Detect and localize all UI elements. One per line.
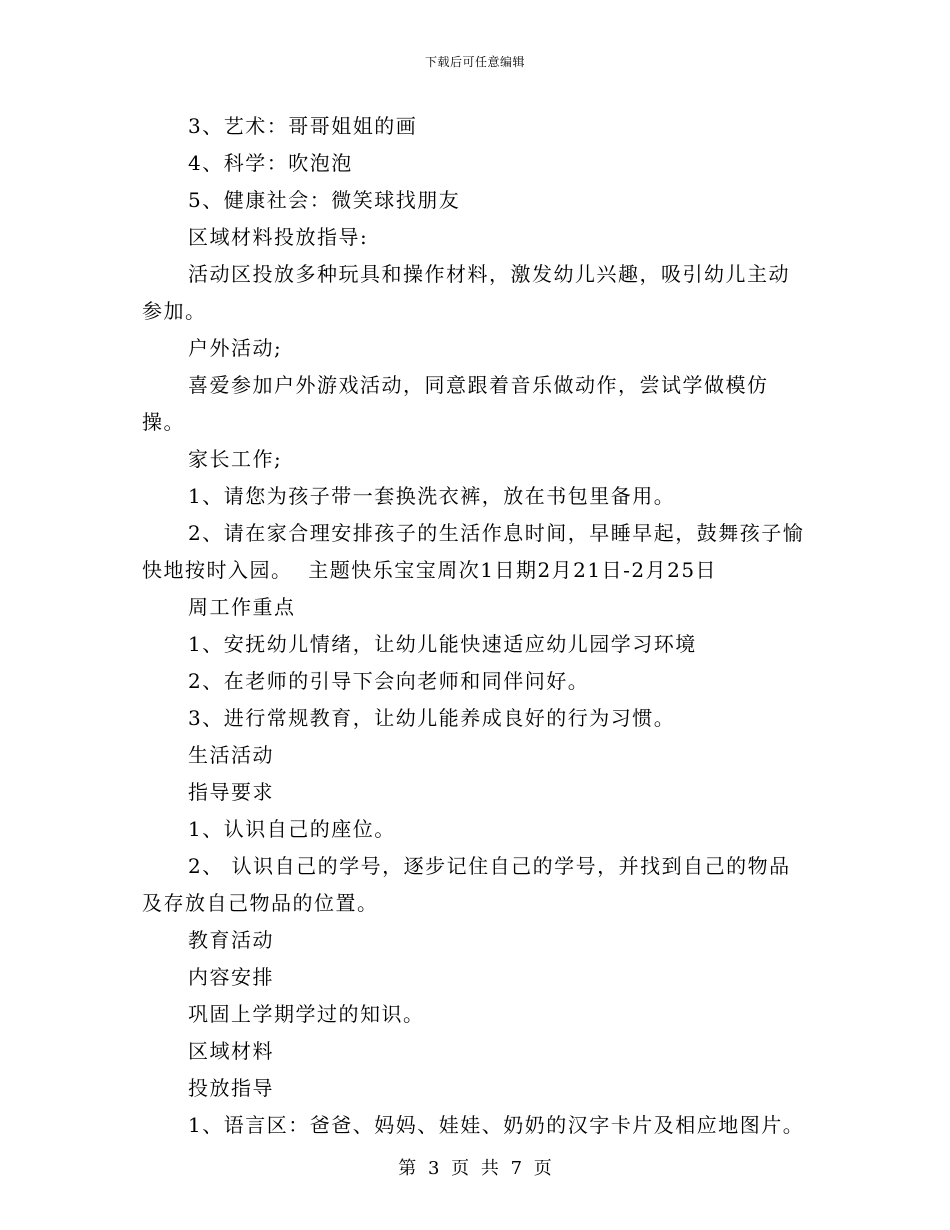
paragraph-focus-1: 1、安抚幼儿情绪，让幼儿能快速适应幼儿园学习环境 [188,632,697,656]
paragraph-guidance-1: 1、认识自己的座位。 [188,817,396,841]
heading-placement-guidance: 投放指导 [188,1076,274,1100]
heading-guidance: 指导要求 [188,780,274,804]
paragraph-area-materials: 活动区投放多种玩具和操作材料，激发幼儿兴趣，吸引幼儿主动参加。 [142,262,790,323]
document-body [142,108,810,1144]
paragraph-outdoor: 喜爱参加户外游戏活动，同意跟着音乐做动作，尝试学做模仿操。 [142,373,769,434]
paragraph-art: 3、艺术：哥哥姐姐的画 [188,114,418,138]
paragraph-science: 4、科学：吹泡泡 [188,151,353,175]
paragraph-content: 巩固上学期学过的知识。 [188,1002,425,1026]
page-header: 下载后可任意编辑 [424,55,525,69]
paragraph-parent-1: 1、请您为孩子带一套换洗衣裤，放在书包里备用。 [188,484,676,508]
page-footer: 第 3 页 共 7 页 [398,1158,552,1179]
heading-area-materials: 区域材料投放指导: [188,225,369,249]
paragraph-health-social: 5、健康社会：微笑球找朋友 [188,188,461,212]
paragraph-parent-2: 2、请在家合理安排孩子的生活作息时间，早睡早起，鼓舞孩子愉快地按时入园。 主题快乐宝宝周次1日期2月21日-2月25日 [142,521,805,582]
heading-education-activity: 教育活动 [188,928,274,952]
heading-weekly-focus: 周工作重点 [188,595,296,619]
paragraph-focus-3: 3、进行常规教育，让幼儿能养成良好的行为习惯。 [188,706,676,730]
heading-outdoor: 户外活动; [188,336,283,360]
heading-content-arrangement: 内容安排 [188,965,274,989]
paragraph-guidance-2: 2、 认识自己的学号，逐步记住自己的学号，并找到自己的物品及存放自己物品的位置。 [142,854,791,915]
paragraph-focus-2: 2、在老师的引导下会向老师和同伴问好。 [188,669,590,693]
heading-area-materials-2: 区域材料 [188,1039,274,1063]
heading-parent-work: 家长工作; [188,447,283,471]
heading-life-activity: 生活活动 [188,743,274,767]
paragraph-language-area: 1、语言区：爸爸、妈妈、娃娃、奶奶的汉字卡片及相应地图片。 [188,1113,805,1137]
